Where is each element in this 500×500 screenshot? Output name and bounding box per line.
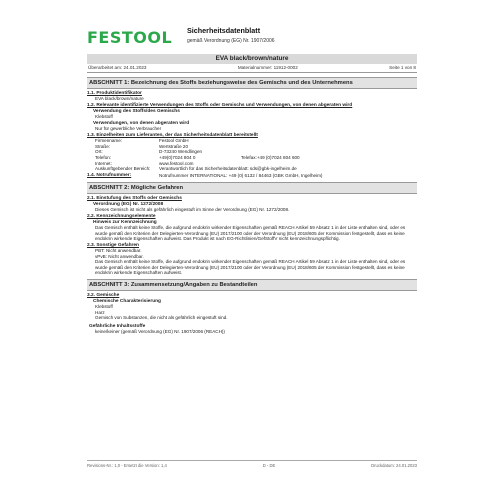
subsection-1-4: 1.4. Notrufnummer: bbox=[87, 172, 132, 178]
subsection-2-2: 2.2. Kennzeichnungselemente bbox=[87, 214, 156, 220]
subsection-1-1: 1.1. Produktidentifikator bbox=[87, 91, 142, 96]
festool-logo: FESTOOL bbox=[87, 28, 173, 47]
use-value: Klebstoff bbox=[95, 114, 113, 120]
safety-data-sheet bbox=[87, 22, 417, 472]
vpvb-text: vPvB: Nicht anwendbar. bbox=[95, 253, 144, 259]
supplier-row: Auskunftgebender Bereich: Verantwortlich für das Sicherheitsdatenblatt: sds@gbk-ingelheim.de bbox=[95, 166, 297, 172]
emergency-number: Notrufnummer INTERNATIONAL: +49 (0) 6132 / 84463 (GBK GmbH, Ingelheim) bbox=[159, 172, 323, 178]
hazardous-ingredients-label: Gefährliche Inhaltsstoffe bbox=[89, 323, 146, 329]
chemical-line-3: Gemisch von Substanzen, die nicht als gefährlich eingestuft sind. bbox=[95, 315, 228, 321]
supplier-row: Internet: www.festool.com bbox=[95, 161, 417, 167]
subsection-2-1: 2.1. Einstufung des Stoffs oder Gemischs bbox=[87, 195, 182, 201]
product-name-bar: EVA black/brown/nature bbox=[87, 54, 417, 64]
document-header bbox=[87, 22, 417, 52]
document-subtitle: gemäß Verordnung (EG) Nr. 1907/2006 bbox=[187, 38, 275, 44]
supplier-row: Telefon: +49(0)7024 804 0 Telefax:+49 (0)7024 804 600 bbox=[95, 155, 300, 160]
section-1-heading: ABSCHNITT 1: Bezeichnung des Stoffs beziehungsweise des Gemischs und des Unternehmens bbox=[87, 77, 417, 89]
regulation-value: Dieses Gemisch ist nicht als gefährlich eingestuft im Sinne der Verordnung (EG) Nr. 1272/2008. bbox=[95, 206, 290, 212]
page-number: Seite 1 von 8 bbox=[389, 65, 416, 70]
chemical-line-1: Klebstoff bbox=[95, 304, 113, 310]
material-number: Materialnummer: 11912-0002 bbox=[237, 65, 298, 70]
document-footer bbox=[87, 460, 417, 468]
revised-date: Überarbeitet am: 24.01.2023 bbox=[88, 65, 147, 70]
labelling-hint-label: Hinweis zur Kennzeichnung bbox=[93, 220, 157, 226]
supplier-row: Firmenname: Festool GmbH bbox=[95, 138, 189, 144]
product-identifier: EVA black/brown/nature bbox=[95, 96, 144, 101]
advised-against-value: Nur für gewerbliche Verbraucher bbox=[95, 125, 162, 131]
subsection-1-2: 1.2. Relevante identifizierte Verwendungen des Stoffs oder Gemischs und Verwendungen, von denen abgeraten wird bbox=[87, 103, 353, 109]
chemical-characterisation-label: Chemische Charakterisierung bbox=[93, 299, 161, 305]
pbt-text: PBT: Nicht anwendbar. bbox=[95, 248, 142, 254]
advised-against-label: Verwendungen, von denen abgeraten wird bbox=[93, 120, 190, 126]
labelling-hint-text: Das Gemisch enthält keine Stoffe, die aufgrund endokrin wirkender Eigenschaften gemäß REACH Artikel 59 Absatz 1 in der Liste enthalten sind, oder es wurde gemäß den Kriterien der Delegierten-Verordnung (EU) 2017/2100 oder der Verordnung (EU) 2018/605 der Kommission festgestellt, dass es keine endokrin wirkende Eigenschaften aufweist. Das Produkt ist nach EG-Richtlinien/GefStoffV nicht kennzeichnungspflichtig. bbox=[95, 225, 406, 241]
supplier-row: Ort: D-73240 Wendlingen bbox=[95, 149, 203, 155]
meta-row bbox=[87, 64, 417, 73]
supplier-table bbox=[95, 138, 417, 172]
use-label: Verwendung des Stoffs/des Gemischs bbox=[93, 109, 180, 115]
subsection-1-3: 1.3. Einzelheiten zum Lieferanten, der das Sicherheitsdatenblatt bereitstellt bbox=[87, 133, 258, 139]
print-date: Druckdatum: 24.01.2023 bbox=[371, 463, 417, 468]
supplier-row: Straße: Wertstraße 20 bbox=[95, 143, 189, 149]
revision-number: Revisions-Nr.: 1,0 - Ersetzt die Version: 1,4 bbox=[87, 463, 167, 468]
country-code: D - DE bbox=[262, 463, 276, 468]
subsection-3-2: 3.2. Gemische bbox=[87, 293, 120, 299]
regulation-label: Verordnung (EG) Nr. 1272/2008 bbox=[93, 201, 164, 207]
chemical-line-2: Harz bbox=[95, 309, 105, 315]
emergency-row bbox=[87, 173, 417, 178]
subsection-2-3: 2.3. Sonstige Gefahren bbox=[87, 243, 139, 249]
website-link[interactable]: www.festool.com bbox=[159, 160, 194, 166]
document-title: Sicherheitsdatenblatt bbox=[187, 26, 261, 35]
hazardous-ingredients-value: keine/keiner (gemäß Verordnung (EG) Nr. 1907/2006 (REACH)) bbox=[95, 328, 225, 334]
other-hazards-text: Das Gemisch enthält keine Stoffe, die aufgrund endokrin wirkender Eigenschaften gemäß REACH Artikel 59 Absatz 1 in der Liste enthalten sind, oder es wurde gemäß den Kriterien der Delegierten-Verordnung (EU) 2017/2100 oder der Verordnung (EU) 2018/605 der Kommission festgestellt, dass es keine endokrin wirkende Eigenschaften aufweist. bbox=[95, 259, 406, 276]
section-3-heading: ABSCHNITT 3: Zusammensetzung/Angaben zu Bestandteilen bbox=[87, 279, 417, 291]
section-2-heading: ABSCHNITT 2: Mögliche Gefahren bbox=[87, 182, 417, 194]
